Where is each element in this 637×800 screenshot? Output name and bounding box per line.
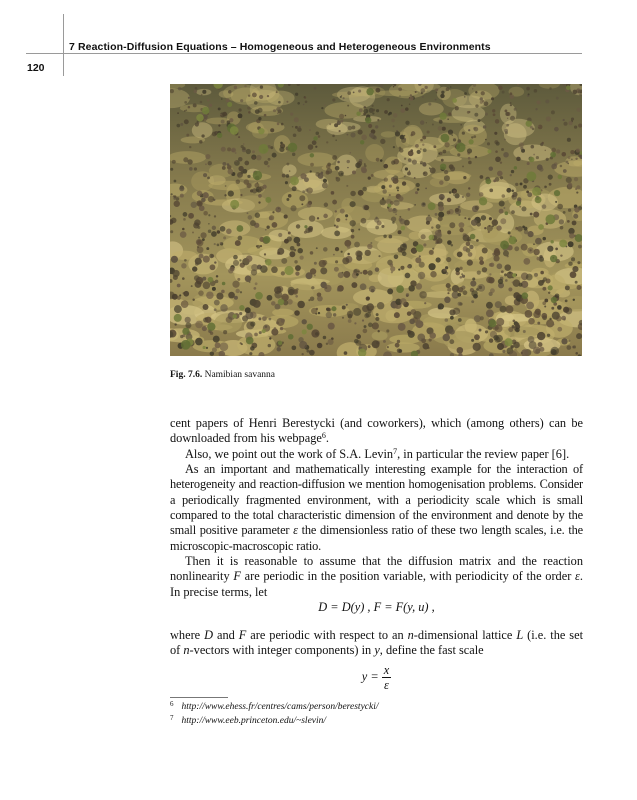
- footnote-ref-6: 6: [321, 431, 326, 441]
- fraction-numerator: x: [383, 663, 390, 677]
- footnote-ref-7: 7: [393, 446, 398, 456]
- p3-text-a: As an important and mathematically interesting example for the interaction of heterogeneity and reaction-diffusion we mention homogenisation problems. Consider a periodically fragmented environment, with a periodicity scale which is small compared to the total characteristic dimension of the environment and denote by the small positive parameter: [170, 462, 583, 538]
- running-head: 7 Reaction-Diffusion Equations – Homogeneous and Heterogeneous Environments: [69, 41, 491, 53]
- paragraph-2: [170, 447, 583, 462]
- symbol-L: L: [516, 628, 524, 642]
- symbol-n: n: [183, 643, 190, 658]
- footnote-number: 6: [170, 700, 174, 708]
- p5-text: (i.e. the set of: [170, 628, 584, 658]
- equation-2: [170, 663, 583, 692]
- p2-text-b: , in particular the review paper [6].: [397, 446, 570, 461]
- savanna-image: [170, 84, 582, 356]
- p4-text-a: Then it is reasonable to assume that the diffusion matrix and the reaction nonlinearity: [170, 554, 583, 584]
- paragraph-4: [170, 554, 583, 600]
- p5-text: -dimensional lattice: [413, 628, 517, 642]
- fraction-denominator: ε: [384, 678, 389, 692]
- header-vertical-rule: [63, 14, 64, 76]
- paragraph-1: [170, 416, 583, 447]
- p1-text-b: .: [325, 431, 329, 446]
- symbol-F: F: [238, 628, 247, 642]
- symbol-y: y: [374, 643, 380, 658]
- p4-text-c: . In precise terms, let: [170, 569, 583, 599]
- symbol-n: n: [407, 628, 414, 642]
- epsilon-symbol: ε: [575, 569, 580, 584]
- epsilon-symbol: ε: [293, 523, 298, 538]
- p5-text: , define the fast scale: [379, 643, 484, 658]
- equation-2-lhs: y =: [361, 669, 379, 684]
- p4-text-b: are periodic in the position variable, with periodicity of the order: [240, 569, 576, 584]
- caption-label: Fig. 7.6.: [170, 370, 203, 380]
- footnote-7: [170, 714, 326, 726]
- fraction: [382, 663, 391, 692]
- body-text: [170, 416, 583, 600]
- p5-text: where: [170, 628, 205, 642]
- caption-text: Namibian savanna: [204, 370, 276, 380]
- p5-text: -vectors with integer components) in: [189, 643, 375, 658]
- symbol-F: F: [233, 569, 241, 584]
- paragraph-5: [170, 628, 583, 659]
- p2-text-a: Also, we point out the work of S.A. Levin: [185, 446, 394, 461]
- p5-text: are periodic with respect to an: [246, 628, 408, 642]
- equation-1-text: D = D(y) , F = F(y, u) ,: [318, 600, 435, 614]
- footnote-link[interactable]: http://www.ehess.fr/centres/cams/person/berestycki/: [181, 702, 379, 712]
- p3-text-b: the dimensionless ratio of these two length scales, i.e. the microscopic-macroscopic ratio.: [170, 523, 583, 553]
- footnote-link[interactable]: http://www.eeb.princeton.edu/~slevin/: [181, 716, 327, 726]
- footnote-number: 7: [170, 714, 174, 722]
- equation-1: [170, 600, 583, 615]
- p5-text: and: [213, 628, 239, 642]
- footnote-6: [170, 700, 379, 712]
- symbol-D: D: [204, 628, 214, 642]
- savanna-photo: [170, 84, 582, 356]
- figure-caption: [170, 370, 275, 380]
- p1-text-a: cent papers of Henri Berestycki (and coworkers), which (among others) can be downloaded from his webpage: [170, 416, 583, 446]
- paragraph-3: [170, 462, 583, 554]
- footnote-rule: [170, 697, 228, 698]
- page-number: 120: [27, 62, 45, 74]
- header-horizontal-rule: [26, 53, 582, 54]
